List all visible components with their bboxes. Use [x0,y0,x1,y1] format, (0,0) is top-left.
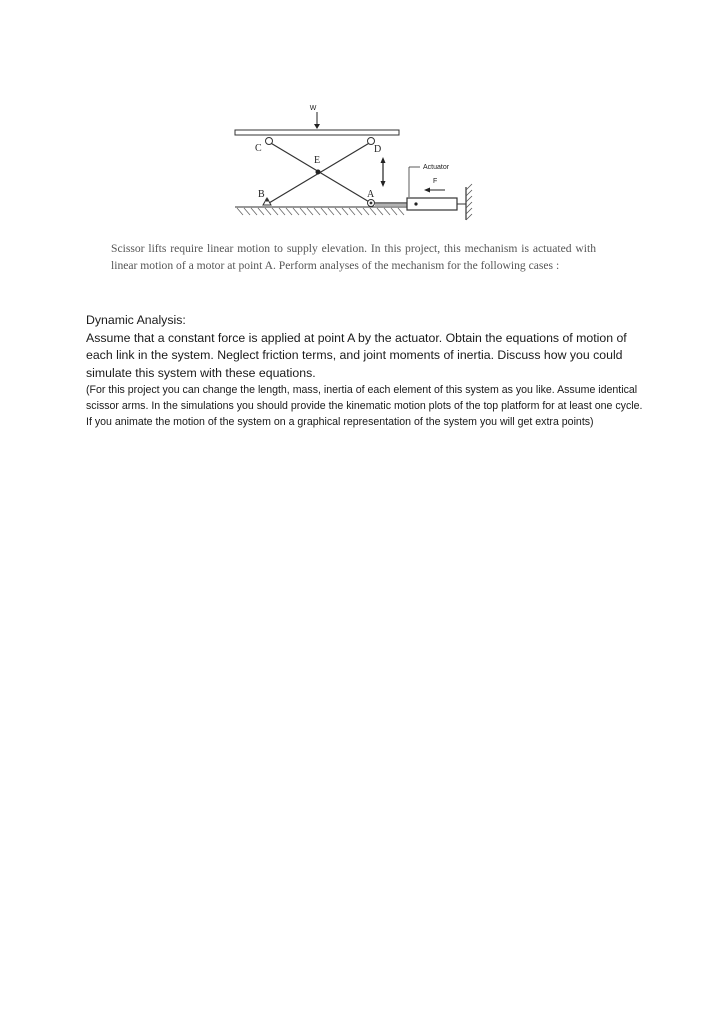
label-d: D [374,144,382,155]
wall-hatching [466,184,472,220]
label-actuator: Actuator [423,164,450,171]
vertical-arrowhead-up [381,157,386,163]
load-arrowhead [314,124,320,129]
section-body: Assume that a constant force is applied at point A by the actuator. Obtain the equations of motion of each link in the system. Neglect friction terms, and joint moments of inertia. Discuss how you could simulate this system with these equations. [86,330,627,380]
actuator-piston [414,202,417,205]
label-a: A [367,189,375,200]
dynamic-analysis-section [86,312,646,430]
figure-caption: Scissor lifts require linear motion to supply elevation. In this project, this mechanism is actuated with linear motion of a motor at point A. Perform analyses of the mechanism for the following cases : [111,242,596,272]
joint-e [316,170,321,175]
label-e: E [314,155,321,166]
force-arrowhead [424,188,430,193]
section-heading: Dynamic Analysis: [86,313,186,327]
top-platform [235,130,399,135]
label-f: F [433,178,438,185]
scissor-lift-diagram [225,95,495,225]
vertical-arrowhead-down [381,181,386,187]
section-note: (For this project you can change the length, mass, inertia of each element of this system as you like. Assume identical scissor arms. In the simulations you should provide the kinematic motion plots of the top platform for at least one cycle. If you animate the motion of the system on a graphical representation of the system you will get extra points) [86,384,643,428]
label-c: C [255,143,262,154]
pin-b-hole [265,198,268,201]
label-b: B [258,189,265,200]
label-w: W [309,105,317,112]
ground-hatching [237,208,404,215]
roller-a-center [370,202,373,205]
joint-c [266,138,273,145]
